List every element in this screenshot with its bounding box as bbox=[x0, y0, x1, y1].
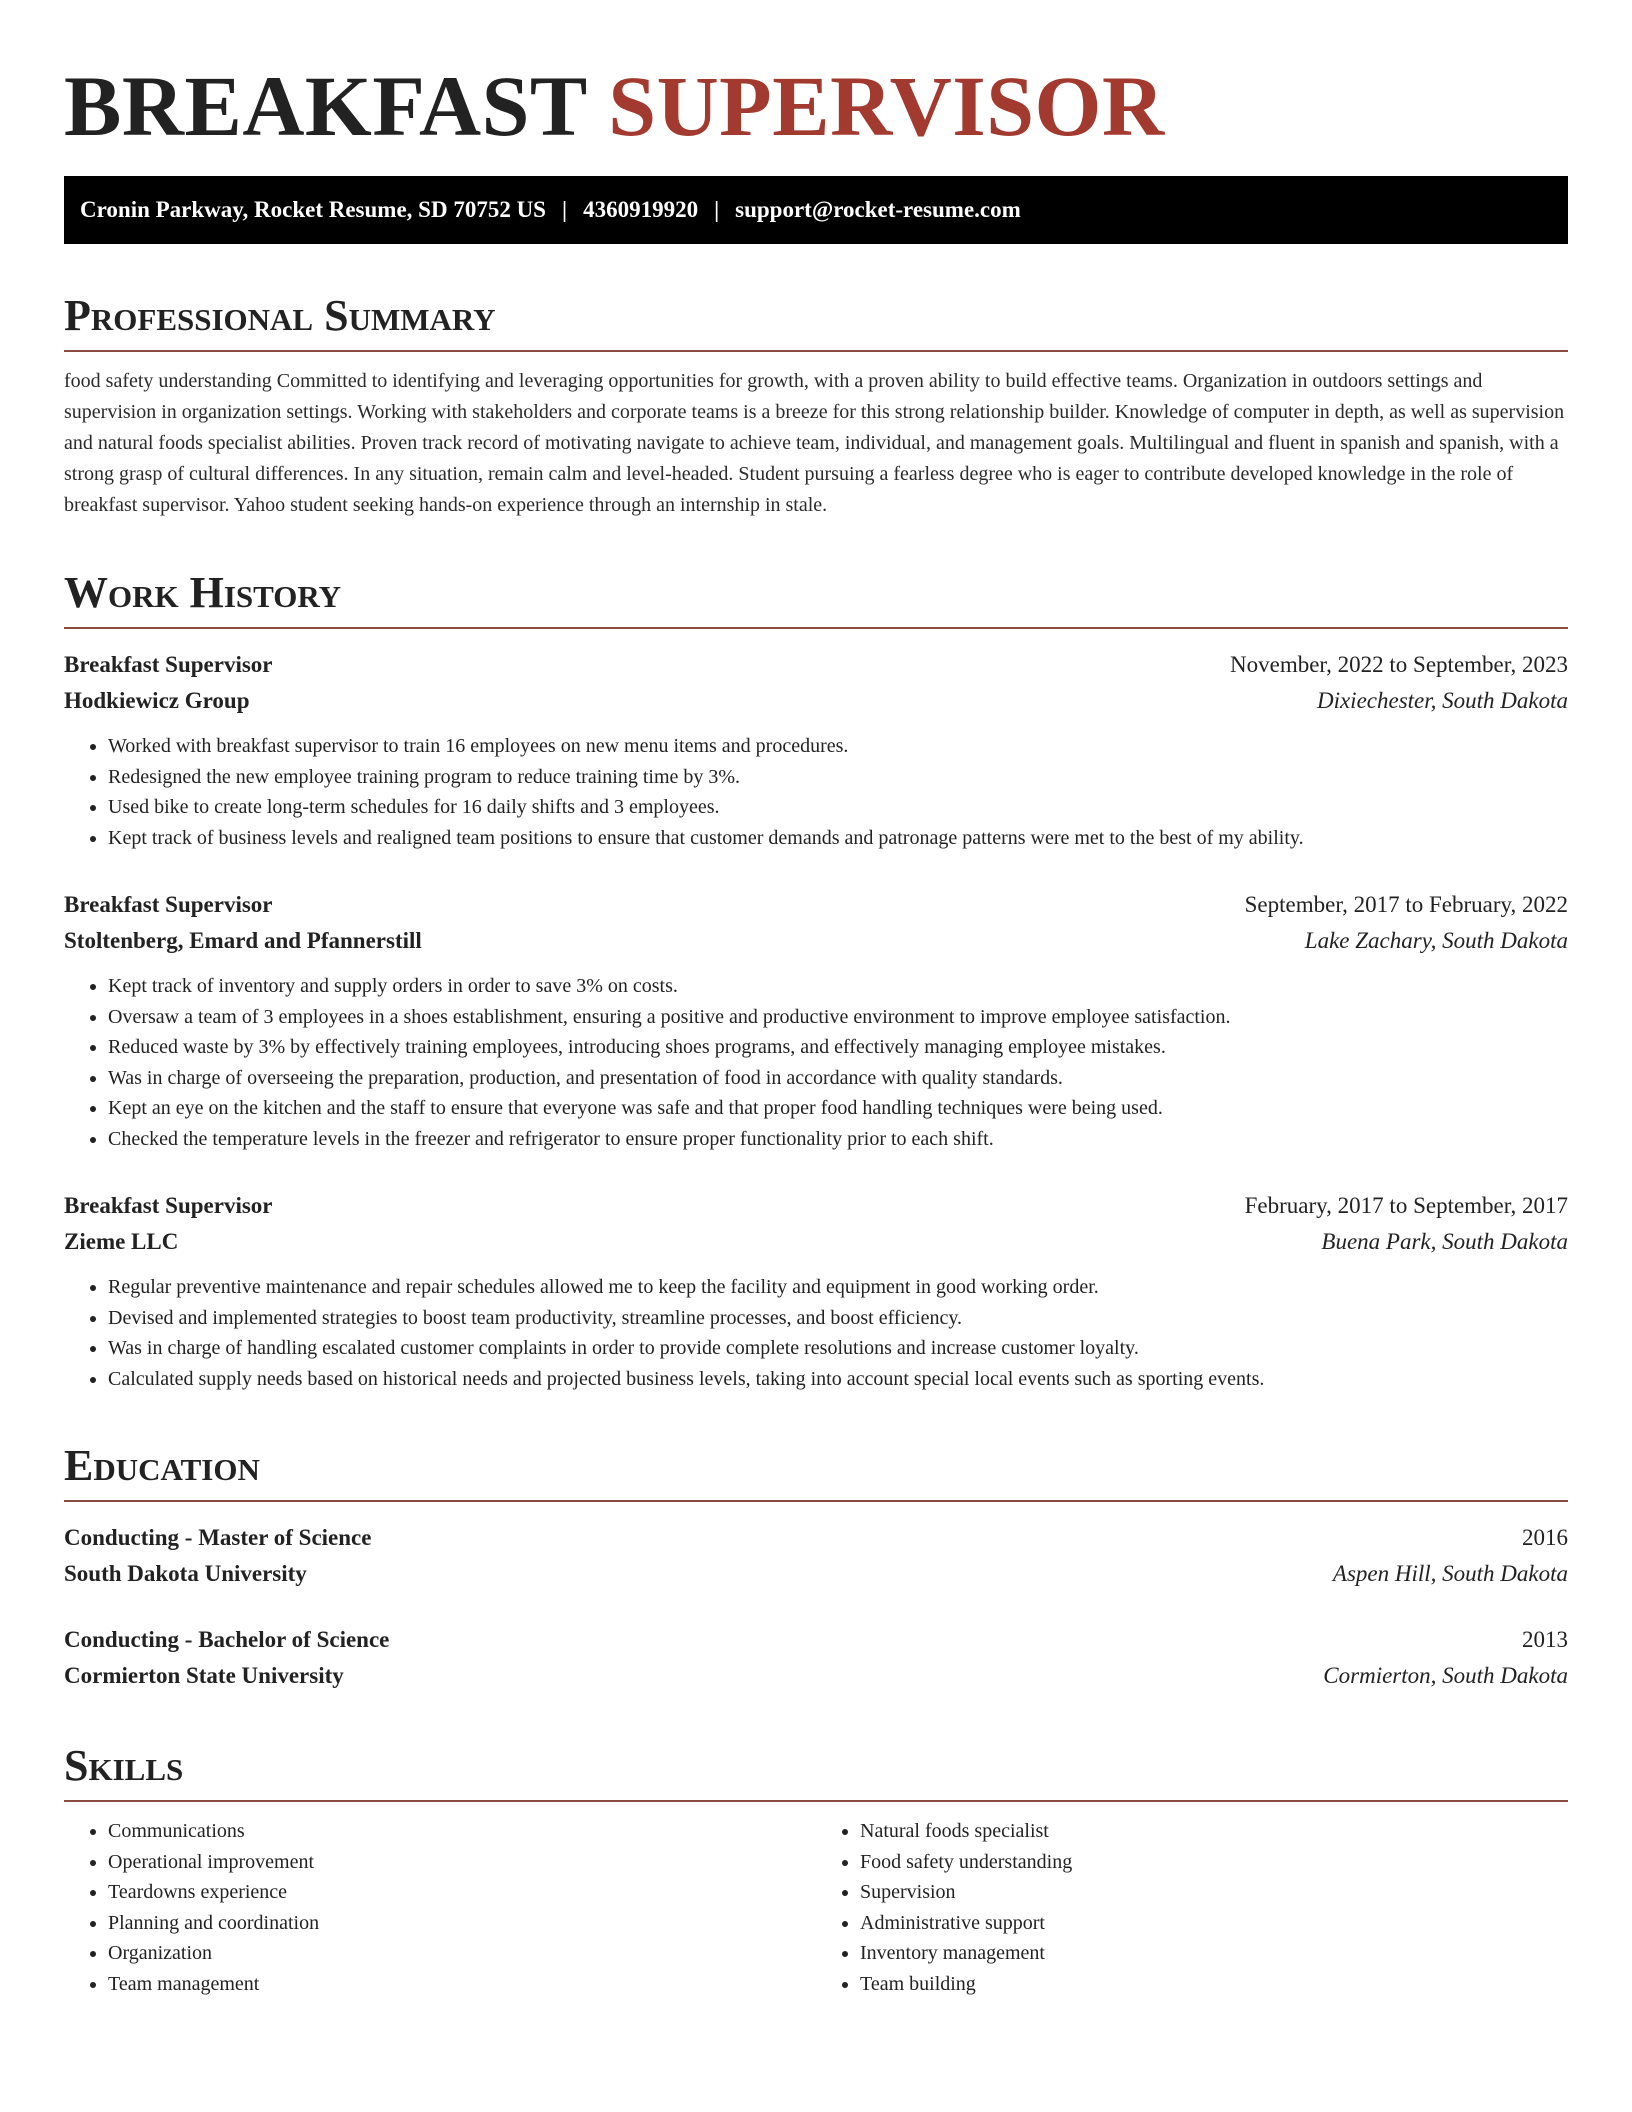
education-degree: Conducting - Master of Science bbox=[64, 1525, 372, 1550]
job-bullet: • Checked the temperature levels in the freezer and refrigerator to ensure proper functionality prior to each shift. bbox=[108, 1124, 1568, 1155]
job-entry bbox=[64, 887, 1568, 1154]
skills-heading: Skills bbox=[64, 1738, 1568, 1802]
job-bullets bbox=[64, 971, 1568, 1154]
name-last: SUPERVISOR bbox=[608, 58, 1165, 154]
skill-item: • Planning and coordination bbox=[108, 1908, 816, 1939]
job-bullet: • Worked with breakfast supervisor to train 16 employees on new menu items and procedures. bbox=[108, 731, 1568, 762]
job-entry bbox=[64, 647, 1568, 853]
job-bullet: • Kept an eye on the kitchen and the staff to ensure that everyone was safe and that proper food handling techniques were being used. bbox=[108, 1093, 1568, 1124]
job-header-row bbox=[64, 887, 1568, 923]
skill-item: • Teardowns experience bbox=[108, 1877, 816, 1908]
job-company-row bbox=[64, 1224, 1568, 1260]
skill-item: • Team building bbox=[860, 1969, 1568, 2000]
name-first: BREAKFAST bbox=[64, 58, 587, 154]
education-header-row bbox=[64, 1520, 1568, 1556]
skill-item: • Team management bbox=[108, 1969, 816, 2000]
skill-item: • Inventory management bbox=[860, 1938, 1568, 1969]
job-header-row bbox=[64, 647, 1568, 683]
job-entry bbox=[64, 1188, 1568, 1394]
job-location: Dixiechester, South Dakota bbox=[1316, 688, 1568, 713]
contact-bar bbox=[64, 176, 1568, 244]
job-title: Breakfast Supervisor bbox=[64, 892, 273, 917]
work-history-heading: Work History bbox=[64, 565, 1568, 629]
job-header-row bbox=[64, 1188, 1568, 1224]
education-location: Aspen Hill, South Dakota bbox=[1332, 1561, 1568, 1586]
job-company: Stoltenberg, Emard and Pfannerstill bbox=[64, 928, 422, 953]
summary-text: food safety understanding Committed to identifying and leveraging opportunities for growth, with a proven ability to build effective teams. Organization in outdoors settings and supervision in organization settings. Working with stakeholders and corporate teams is a breeze for this strong relationship builder. Knowledge of computer in depth, as well as supervision and natural foods specialist abilities. Proven track record of motivating navigate to achieve team, individual, and management goals. Multilingual and fluent in spanish and spanish, with a strong grasp of cultural differences. In any situation, remain calm and level-headed. Student pursuing a fearless degree who is eager to contribute developed knowledge in the role of breakfast supervisor. Yahoo student seeking hands-on experience through an internship in stale. bbox=[64, 370, 1565, 516]
education-year: 2013 bbox=[1522, 1627, 1568, 1652]
job-location: Buena Park, South Dakota bbox=[1321, 1229, 1568, 1254]
contact-separator: | bbox=[561, 197, 568, 222]
education-year: 2016 bbox=[1522, 1525, 1568, 1550]
education-school-row bbox=[64, 1556, 1568, 1592]
job-company: Zieme LLC bbox=[64, 1229, 179, 1254]
skills-list bbox=[64, 1816, 1568, 1999]
summary-heading: Professional Summary bbox=[64, 288, 1568, 352]
skill-item: • Communications bbox=[108, 1816, 816, 1847]
education-degree: Conducting - Bachelor of Science bbox=[64, 1627, 390, 1652]
job-location: Lake Zachary, South Dakota bbox=[1304, 928, 1568, 953]
job-company-row bbox=[64, 683, 1568, 719]
skill-item: • Natural foods specialist bbox=[860, 1816, 1568, 1847]
contact-separator: | bbox=[714, 197, 720, 222]
job-dates: September, 2017 to February, 2022 bbox=[1244, 892, 1568, 917]
contact-address: Cronin Parkway, Rocket Resume, SD 70752 US bbox=[80, 197, 546, 222]
job-bullet: • Calculated supply needs based on historical needs and projected business levels, taking into account special local events such as sporting events. bbox=[108, 1364, 1568, 1395]
contact-phone: 4360919920 bbox=[583, 197, 699, 222]
skill-item: • Organization bbox=[108, 1938, 816, 1969]
skill-item: • Supervision bbox=[860, 1877, 1568, 1908]
job-bullet: • Regular preventive maintenance and repair schedules allowed me to keep the facility and equipment in good working order. bbox=[108, 1272, 1568, 1303]
skill-item: • Administrative support bbox=[860, 1908, 1568, 1939]
job-bullet: • Kept track of business levels and realigned team positions to ensure that customer demands and patronage patterns were met to the best of my ability. bbox=[108, 823, 1568, 854]
job-bullet: • Was in charge of overseeing the preparation, production, and presentation of food in accordance with quality standards. bbox=[108, 1063, 1568, 1094]
education-entry bbox=[64, 1520, 1568, 1592]
job-company-row bbox=[64, 923, 1568, 959]
education-location: Cormierton, South Dakota bbox=[1323, 1663, 1568, 1688]
education-school-row bbox=[64, 1658, 1568, 1694]
skill-item: • Food safety understanding bbox=[860, 1847, 1568, 1878]
job-title: Breakfast Supervisor bbox=[64, 652, 273, 677]
job-company: Hodkiewicz Group bbox=[64, 688, 250, 713]
job-bullet: • Oversaw a team of 3 employees in a shoes establishment, ensuring a positive and productive environment to improve employee satisfaction. bbox=[108, 1002, 1568, 1033]
job-dates: February, 2017 to September, 2017 bbox=[1244, 1193, 1568, 1218]
education-school: South Dakota University bbox=[64, 1561, 307, 1586]
job-bullet: • Was in charge of handling escalated customer complaints in order to provide complete resolutions and increase customer loyalty. bbox=[108, 1333, 1568, 1364]
contact-email[interactable]: support@rocket-resume.com bbox=[735, 197, 1021, 222]
job-bullets bbox=[64, 1272, 1568, 1394]
work-history-list bbox=[64, 647, 1568, 1394]
job-bullet: • Reduced waste by 3% by effectively training employees, introducing shoes programs, and effectively managing employee mistakes. bbox=[108, 1032, 1568, 1063]
job-bullet: • Kept track of inventory and supply orders in order to save 3% on costs. bbox=[108, 971, 1568, 1002]
skills-column-right bbox=[816, 1816, 1568, 1999]
job-title: Breakfast Supervisor bbox=[64, 1193, 273, 1218]
job-dates: November, 2022 to September, 2023 bbox=[1230, 652, 1568, 677]
education-entry bbox=[64, 1622, 1568, 1694]
education-header-row bbox=[64, 1622, 1568, 1658]
job-bullet: • Used bike to create long-term schedules for 16 daily shifts and 3 employees. bbox=[108, 792, 1568, 823]
job-bullets bbox=[64, 731, 1568, 853]
education-heading: Education bbox=[64, 1438, 1568, 1502]
job-bullet: • Devised and implemented strategies to boost team productivity, streamline processes, and boost efficiency. bbox=[108, 1303, 1568, 1334]
resume-name bbox=[64, 56, 1568, 156]
job-bullet: • Redesigned the new employee training program to reduce training time by 3%. bbox=[108, 762, 1568, 793]
skills-column-left bbox=[64, 1816, 816, 1999]
education-list bbox=[64, 1520, 1568, 1694]
skill-item: • Operational improvement bbox=[108, 1847, 816, 1878]
education-school: Cormierton State University bbox=[64, 1663, 344, 1688]
